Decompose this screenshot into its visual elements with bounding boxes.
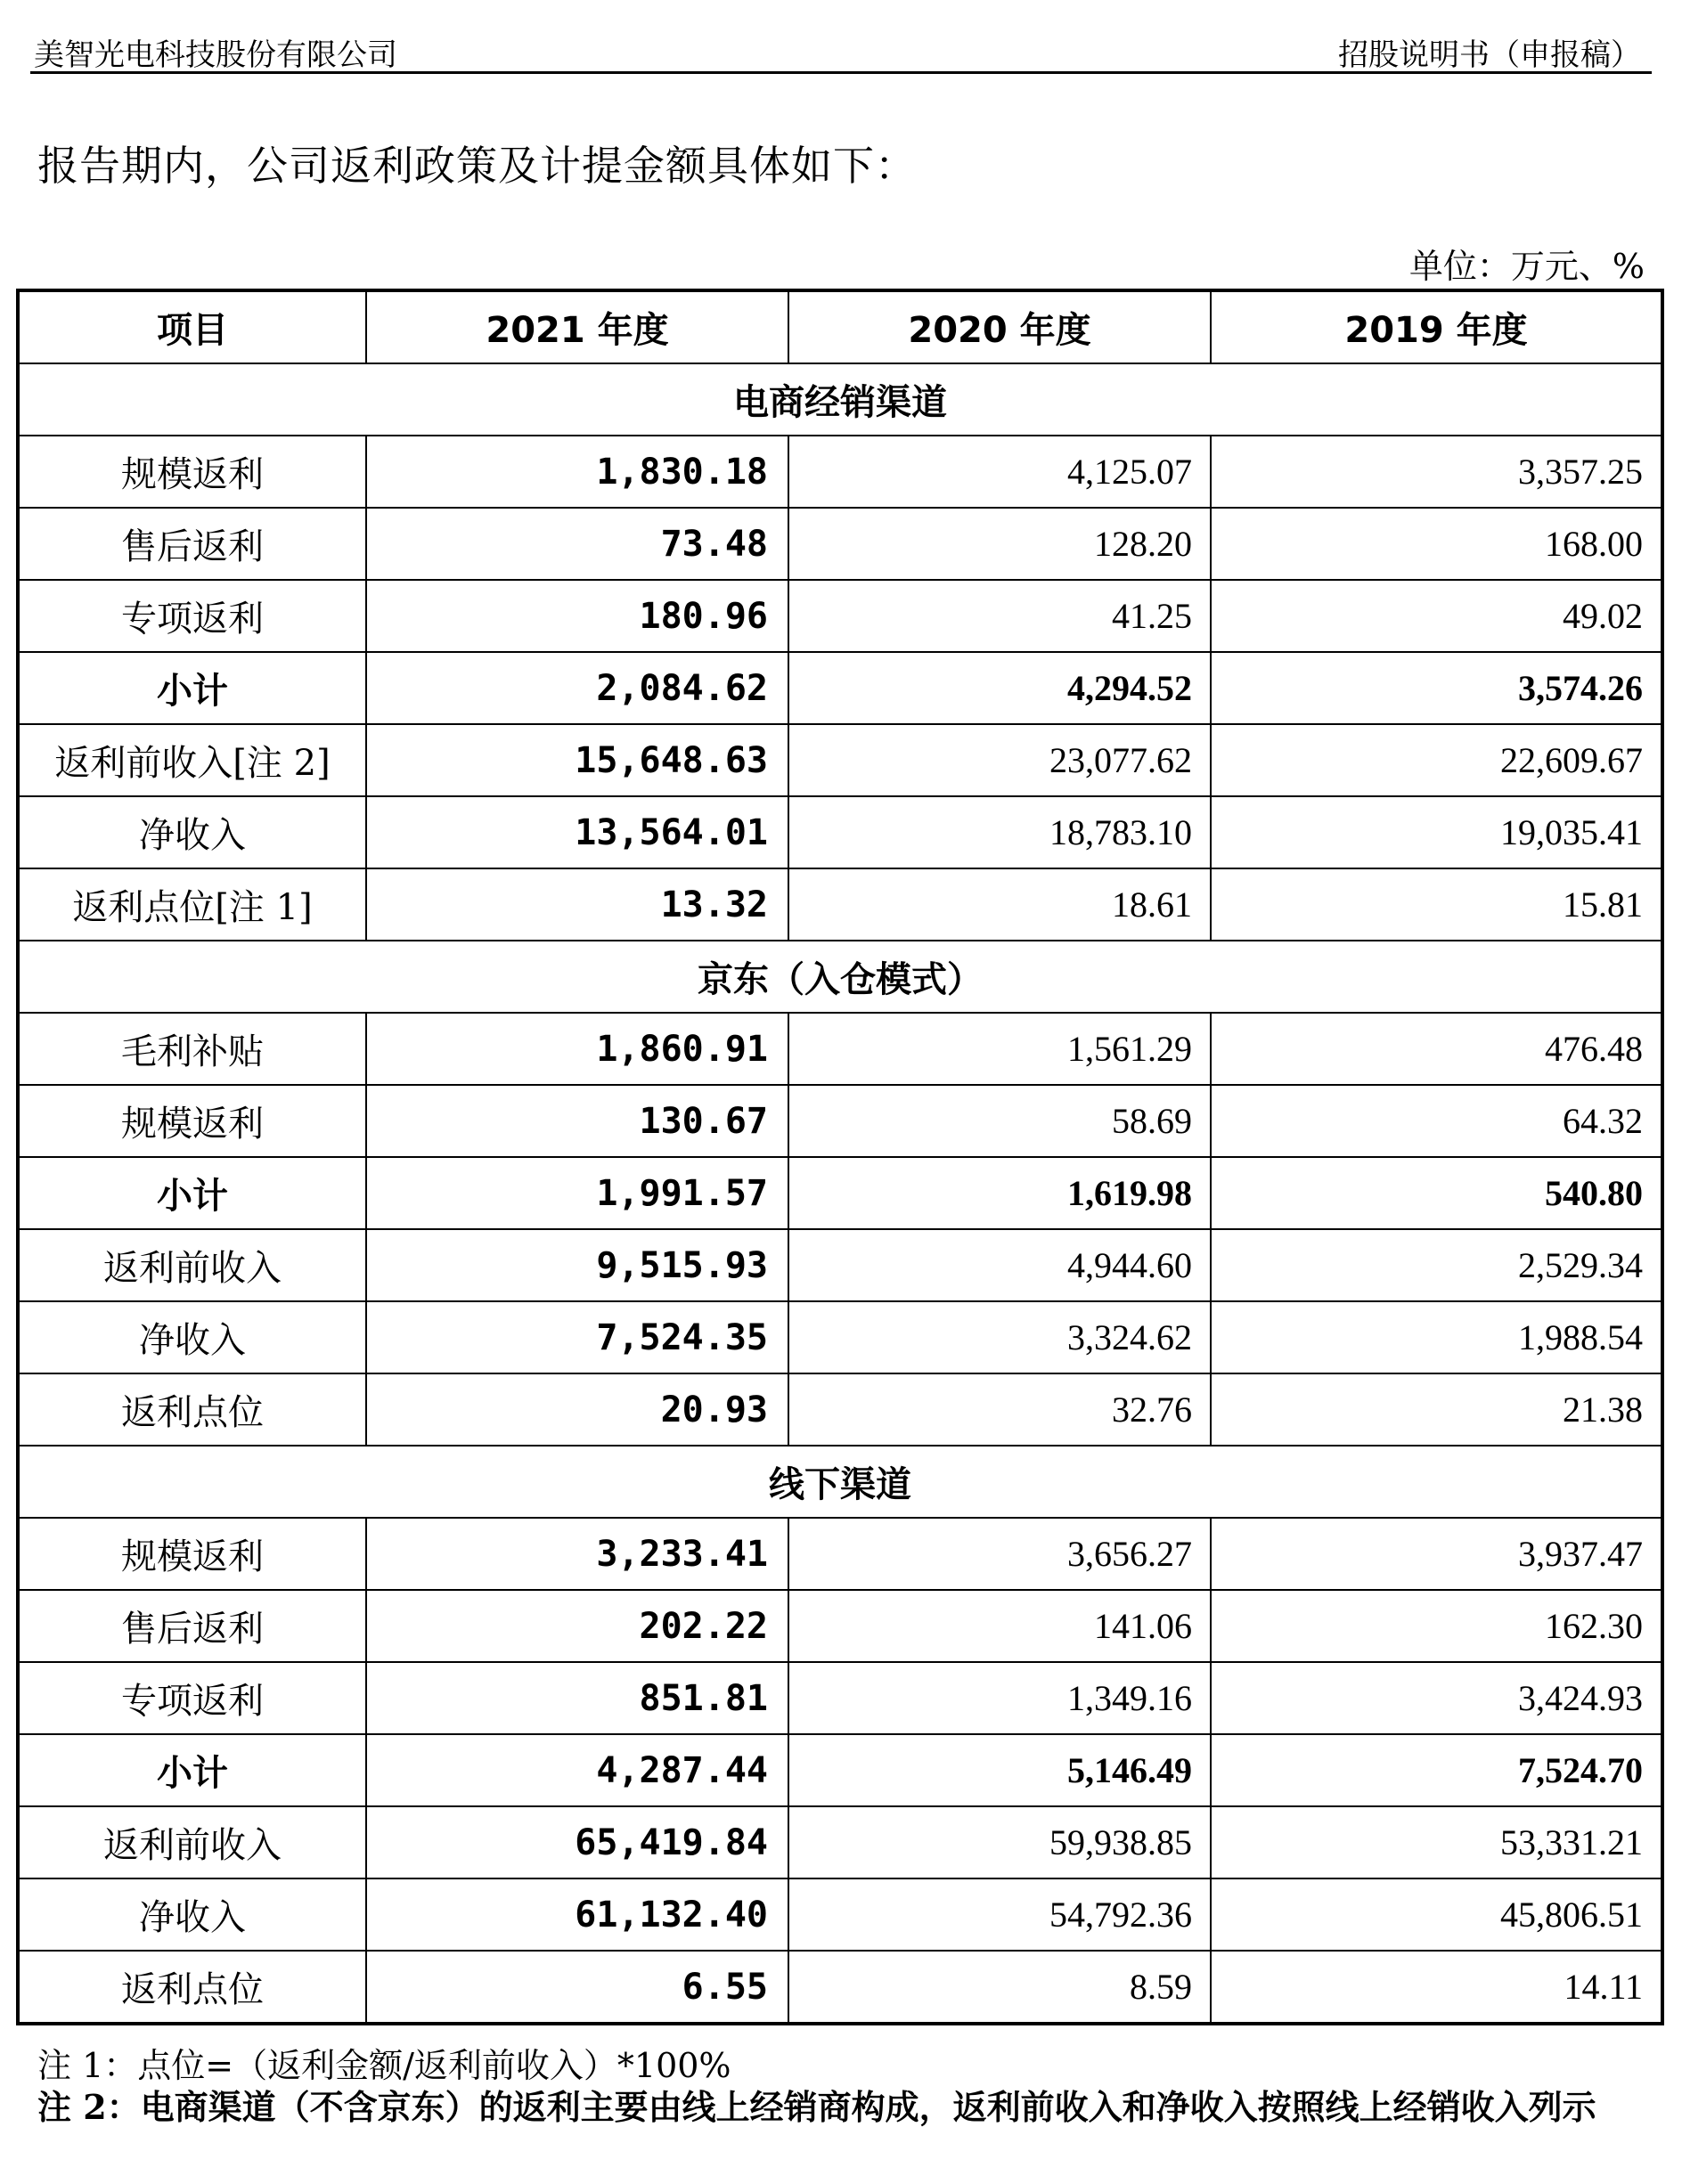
row-label: 净收入: [18, 796, 366, 868]
value-2021: 9,515.93: [366, 1229, 788, 1301]
note-1: 注 1：点位=（返利金额/返利前收入）*100%: [37, 2046, 731, 2085]
value-2020: 4,944.60: [788, 1229, 1211, 1301]
value-2019: 49.02: [1211, 580, 1662, 652]
row-label: 规模返利: [18, 1518, 366, 1590]
value-2019: 7,524.70: [1211, 1734, 1662, 1806]
table-row: [18, 724, 1662, 796]
value-2021: 15,648.63: [366, 724, 788, 796]
unit-label: 单位：万元、%: [1408, 247, 1645, 286]
section-header-row: [18, 941, 1662, 1013]
section-title: 线下渠道: [18, 1446, 1662, 1518]
value-2021: 851.81: [366, 1662, 788, 1734]
value-2019: 45,806.51: [1211, 1878, 1662, 1951]
page-header: [30, 23, 1652, 74]
value-2019: 14.11: [1211, 1951, 1662, 2024]
row-label: 小计: [18, 652, 366, 724]
table-row: [18, 868, 1662, 941]
row-label: 小计: [18, 1734, 366, 1806]
section-title: 京东（入仓模式）: [18, 941, 1662, 1013]
value-2019: 3,574.26: [1211, 652, 1662, 724]
value-2021: 1,860.91: [366, 1013, 788, 1085]
row-label: 返利点位: [18, 1951, 366, 2024]
note-2: 注 2：电商渠道（不含京东）的返利主要由线上经销商构成，返利前收入和净收入按照线上经销收入列示: [37, 2087, 1596, 2127]
row-label: 净收入: [18, 1301, 366, 1373]
value-2019: 3,357.25: [1211, 436, 1662, 508]
table-row: [18, 1878, 1662, 1951]
value-2019: 476.48: [1211, 1013, 1662, 1085]
value-2021: 7,524.35: [366, 1301, 788, 1373]
table-row: [18, 1806, 1662, 1878]
row-label: 规模返利: [18, 1085, 366, 1157]
section-header-row: [18, 363, 1662, 436]
value-2020: 1,619.98: [788, 1157, 1211, 1229]
value-2021: 2,084.62: [366, 652, 788, 724]
value-2020: 141.06: [788, 1590, 1211, 1662]
value-2021: 6.55: [366, 1951, 788, 2024]
row-label: 返利点位: [18, 1373, 366, 1446]
intro-text: 报告期内，公司返利政策及计提金额具体如下：: [37, 142, 917, 190]
value-2021: 180.96: [366, 580, 788, 652]
value-2021: 65,419.84: [366, 1806, 788, 1878]
section-header-row: [18, 1446, 1662, 1518]
value-2020: 1,349.16: [788, 1662, 1211, 1734]
value-2021: 20.93: [366, 1373, 788, 1446]
value-2020: 23,077.62: [788, 724, 1211, 796]
value-2021: 4,287.44: [366, 1734, 788, 1806]
document-type: 招股说明书（申报稿）: [1338, 37, 1641, 73]
value-2020: 1,561.29: [788, 1013, 1211, 1085]
value-2021: 1,991.57: [366, 1157, 788, 1229]
row-label: 售后返利: [18, 508, 366, 580]
value-2019: 3,937.47: [1211, 1518, 1662, 1590]
value-2021: 13,564.01: [366, 796, 788, 868]
table-body: [18, 363, 1662, 2024]
table-row: [18, 1301, 1662, 1373]
value-2021: 202.22: [366, 1590, 788, 1662]
value-2020: 4,125.07: [788, 436, 1211, 508]
table-row: [18, 1373, 1662, 1446]
row-label: 返利前收入: [18, 1229, 366, 1301]
value-2020: 32.76: [788, 1373, 1211, 1446]
value-2021: 130.67: [366, 1085, 788, 1157]
row-label: 小计: [18, 1157, 366, 1229]
value-2021: 73.48: [366, 508, 788, 580]
table-row: [18, 580, 1662, 652]
table-row: [18, 1951, 1662, 2024]
value-2019: 168.00: [1211, 508, 1662, 580]
value-2020: 59,938.85: [788, 1806, 1211, 1878]
value-2020: 58.69: [788, 1085, 1211, 1157]
value-2020: 3,656.27: [788, 1518, 1211, 1590]
row-label: 返利前收入[注 2]: [18, 724, 366, 796]
section-title: 电商经销渠道: [18, 363, 1662, 436]
row-label: 专项返利: [18, 580, 366, 652]
value-2020: 128.20: [788, 508, 1211, 580]
row-label: 毛利补贴: [18, 1013, 366, 1085]
value-2019: 22,609.67: [1211, 724, 1662, 796]
row-label: 返利前收入: [18, 1806, 366, 1878]
rebate-table: [16, 289, 1664, 2025]
value-2019: 162.30: [1211, 1590, 1662, 1662]
value-2019: 64.32: [1211, 1085, 1662, 1157]
value-2020: 5,146.49: [788, 1734, 1211, 1806]
value-2020: 41.25: [788, 580, 1211, 652]
row-label: 净收入: [18, 1878, 366, 1951]
value-2019: 3,424.93: [1211, 1662, 1662, 1734]
value-2021: 3,233.41: [366, 1518, 788, 1590]
company-name: 美智光电科技股份有限公司: [34, 37, 397, 73]
value-2019: 540.80: [1211, 1157, 1662, 1229]
table-row: [18, 1085, 1662, 1157]
value-2020: 18,783.10: [788, 796, 1211, 868]
value-2020: 8.59: [788, 1951, 1211, 2024]
table-row: [18, 508, 1662, 580]
table-row: [18, 652, 1662, 724]
value-2020: 3,324.62: [788, 1301, 1211, 1373]
table-row: [18, 1157, 1662, 1229]
table-row: [18, 1734, 1662, 1806]
value-2019: 21.38: [1211, 1373, 1662, 1446]
table-row: [18, 1662, 1662, 1734]
table-row: [18, 1229, 1662, 1301]
row-label: 规模返利: [18, 436, 366, 508]
value-2019: 1,988.54: [1211, 1301, 1662, 1373]
row-label: 售后返利: [18, 1590, 366, 1662]
table-row: [18, 436, 1662, 508]
row-label: 专项返利: [18, 1662, 366, 1734]
value-2019: 2,529.34: [1211, 1229, 1662, 1301]
table-row: [18, 1590, 1662, 1662]
value-2021: 13.32: [366, 868, 788, 941]
value-2021: 61,132.40: [366, 1878, 788, 1951]
value-2020: 54,792.36: [788, 1878, 1211, 1951]
column-header-item: 项目: [18, 290, 366, 363]
value-2020: 4,294.52: [788, 652, 1211, 724]
table-row: [18, 1518, 1662, 1590]
table-row: [18, 796, 1662, 868]
value-2019: 53,331.21: [1211, 1806, 1662, 1878]
value-2019: 19,035.41: [1211, 796, 1662, 868]
value-2019: 15.81: [1211, 868, 1662, 941]
column-header-2020: 2020 年度: [788, 290, 1211, 363]
value-2020: 18.61: [788, 868, 1211, 941]
row-label: 返利点位[注 1]: [18, 868, 366, 941]
value-2021: 1,830.18: [366, 436, 788, 508]
column-header-2021: 2021 年度: [366, 290, 788, 363]
table-header-row: [18, 290, 1662, 363]
table-row: [18, 1013, 1662, 1085]
column-header-2019: 2019 年度: [1211, 290, 1662, 363]
